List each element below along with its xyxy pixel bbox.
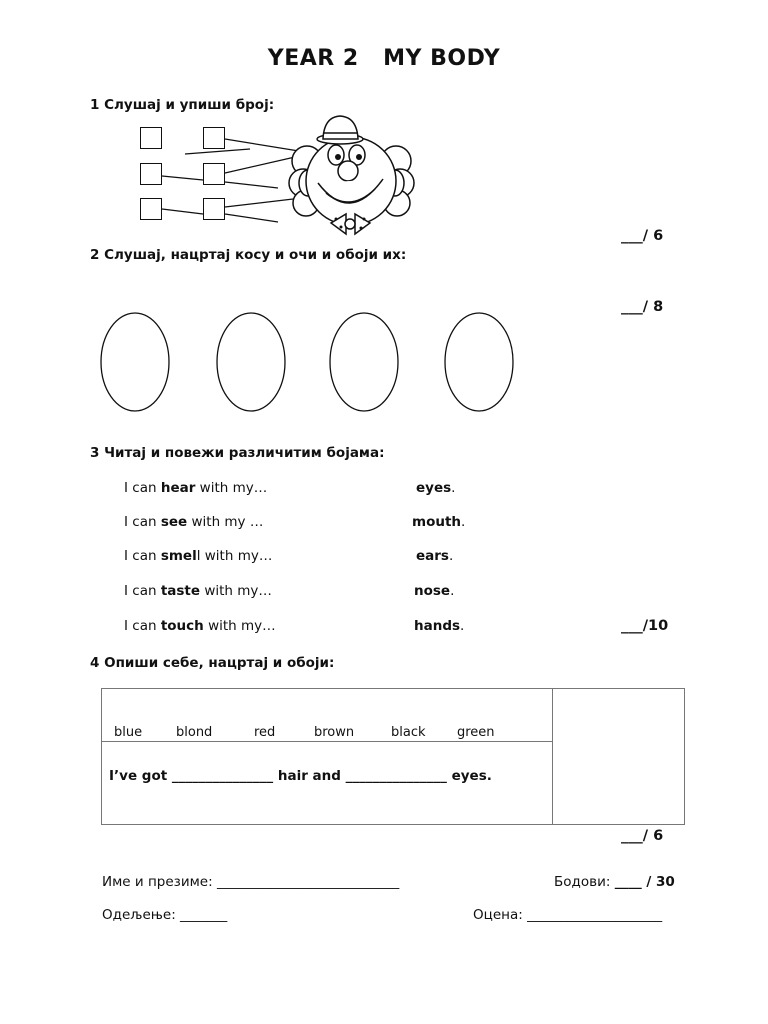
- name-blank[interactable]: ___________________________: [216, 874, 400, 890]
- answer-word: nose.: [414, 583, 455, 599]
- task4-heading: 4 Опиши себе, нацртај и обоји:: [90, 655, 335, 671]
- table-divider: [102, 741, 552, 742]
- face-oval: [101, 313, 169, 411]
- sentence-line: I can see with my …: [124, 514, 264, 530]
- sentence-line: I can hear with my…: [124, 480, 268, 496]
- colour-word: green: [457, 725, 495, 740]
- answer-word: hands.: [414, 618, 465, 634]
- class-label: Одељење:: [102, 907, 176, 923]
- answer-word: mouth.: [412, 514, 466, 530]
- colour-word: brown: [314, 725, 355, 740]
- clown-picture: [100, 105, 430, 245]
- fill-in-sentence[interactable]: I’ve got _______________ hair and _______________ eyes.: [109, 768, 492, 784]
- class-blank[interactable]: _______: [180, 907, 228, 923]
- name-field[interactable]: [102, 874, 399, 890]
- sentence-line: I can touch with my…: [124, 618, 276, 634]
- task3-score: ___/10: [621, 618, 669, 634]
- colour-word: red: [254, 725, 276, 740]
- grade-blank[interactable]: ____________________: [527, 907, 663, 923]
- task2-score: ___/ 8: [621, 299, 664, 315]
- points-value[interactable]: ____ / 30: [614, 874, 675, 890]
- points-field: [554, 874, 675, 890]
- page-title: YEAR 2 MY BODY: [267, 46, 501, 71]
- task1-heading: 1 Слушај и упиши број:: [90, 97, 275, 113]
- task1-score: ___/ 6: [621, 228, 664, 244]
- table-divider: [552, 689, 553, 824]
- task4-score: ___/ 6: [621, 828, 664, 844]
- face-oval: [445, 313, 513, 411]
- class-field[interactable]: [102, 907, 227, 923]
- sentence-line: I can smell with my…: [124, 548, 273, 564]
- colour-word: blue: [114, 725, 143, 740]
- task2-heading: 2 Слушај, нацртај косу и очи и обоји их:: [90, 247, 407, 263]
- colour-word: blond: [176, 725, 213, 740]
- task3-heading: 3 Читај и повежи различитим бојама:: [90, 445, 385, 461]
- face-oval: [330, 313, 398, 411]
- describe-table: [101, 688, 685, 825]
- grade-field[interactable]: [473, 907, 662, 923]
- points-label: Бодови:: [554, 874, 611, 890]
- answer-word: ears.: [416, 548, 454, 564]
- grade-label: Оцена:: [473, 907, 523, 923]
- face-oval: [217, 313, 285, 411]
- face-ovals: [95, 308, 525, 416]
- name-label: Име и презиме:: [102, 874, 213, 890]
- sentence-line: I can taste with my…: [124, 583, 272, 599]
- answer-word: eyes.: [416, 480, 456, 496]
- colour-word: black: [391, 725, 426, 740]
